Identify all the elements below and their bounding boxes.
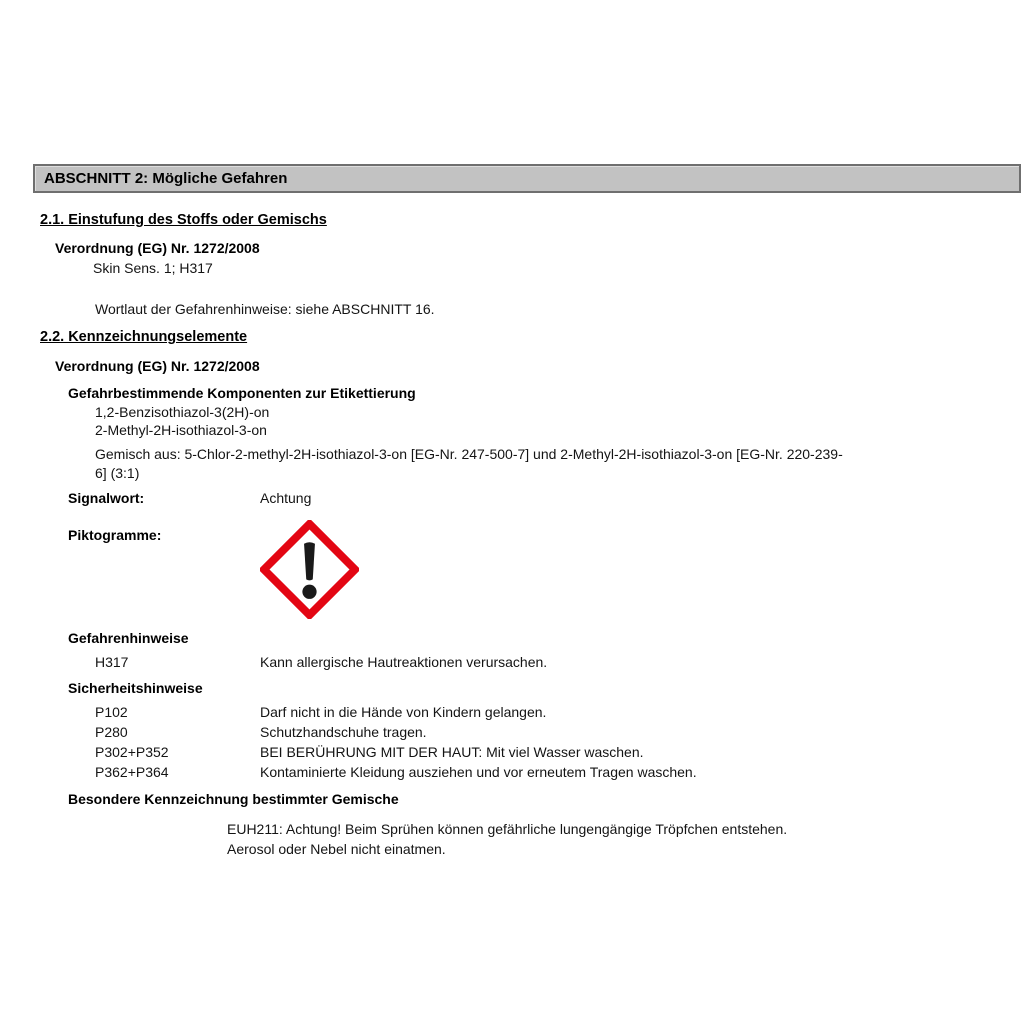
precautionary-statement-row bbox=[95, 744, 644, 760]
labelling-regulation: Verordnung (EG) Nr. 1272/2008 bbox=[55, 358, 260, 374]
precautionary-statement-row bbox=[95, 724, 427, 740]
signal-word-row bbox=[68, 490, 311, 506]
classification-note: Wortlaut der Gefahrenhinweise: siehe ABSCHNITT 16. bbox=[95, 301, 435, 317]
section-title: ABSCHNITT 2: Mögliche Gefahren bbox=[44, 170, 288, 187]
precautionary-code: P280 bbox=[95, 724, 128, 740]
precautionary-text: BEI BERÜHRUNG MIT DER HAUT: Mit viel Wasser waschen. bbox=[260, 744, 644, 760]
precautionary-code: P302+P352 bbox=[95, 744, 169, 760]
special-labelling-text: EUH211: Achtung! Beim Sprühen können gefährliche lungengängige Tröpfchen entstehen. Aerosol oder Nebel nicht einatmen. bbox=[227, 821, 788, 857]
hazard-statements-heading: Gefahrenhinweise bbox=[68, 630, 189, 646]
ghs07-exclamation-mark-icon bbox=[260, 520, 359, 619]
heading-labelling: 2.2. Kennzeichnungselemente bbox=[40, 329, 248, 345]
signal-word-value: Achtung bbox=[260, 490, 312, 506]
precautionary-statement-row bbox=[95, 764, 697, 780]
component-item: 1,2-Benzisothiazol-3(2H)-on bbox=[95, 404, 270, 420]
precautionary-code: P362+P364 bbox=[95, 764, 169, 780]
precautionary-statements-heading: Sicherheitshinweise bbox=[68, 680, 203, 696]
classification-regulation: Verordnung (EG) Nr. 1272/2008 bbox=[55, 240, 260, 256]
pictograms-row bbox=[68, 527, 260, 543]
component-item: Gemisch aus: 5-Chlor-2-methyl-2H-isothiazol-3-on [EG-Nr. 247-500-7] und 2-Methyl-2H-isothiazol-3-on [EG-Nr. 220-239-6] (3:1) bbox=[95, 446, 843, 481]
precautionary-statement-row bbox=[95, 704, 546, 720]
component-item: 2-Methyl-2H-isothiazol-3-on bbox=[95, 422, 267, 438]
special-labelling-heading: Besondere Kennzeichnung bestimmter Gemische bbox=[68, 791, 399, 807]
hazard-code: H317 bbox=[95, 654, 129, 670]
signal-word-label: Signalwort: bbox=[68, 490, 145, 506]
hazard-text: Kann allergische Hautreaktionen verursachen. bbox=[260, 654, 548, 670]
hazard-statement-row bbox=[95, 654, 547, 670]
precautionary-text: Schutzhandschuhe tragen. bbox=[260, 724, 427, 740]
precautionary-text: Darf nicht in die Hände von Kindern gelangen. bbox=[260, 704, 547, 720]
heading-classification: 2.1. Einstufung des Stoffs oder Gemischs bbox=[40, 212, 327, 228]
precautionary-text: Kontaminierte Kleidung ausziehen und vor erneutem Tragen waschen. bbox=[260, 764, 697, 780]
components-heading: Gefahrbestimmende Komponenten zur Etikettierung bbox=[68, 385, 416, 401]
section-title-bar bbox=[33, 164, 1021, 193]
pictograms-label: Piktogramme: bbox=[68, 527, 162, 543]
precautionary-code: P102 bbox=[95, 704, 128, 720]
classification-hazard-classes: Skin Sens. 1; H317 bbox=[93, 260, 213, 276]
